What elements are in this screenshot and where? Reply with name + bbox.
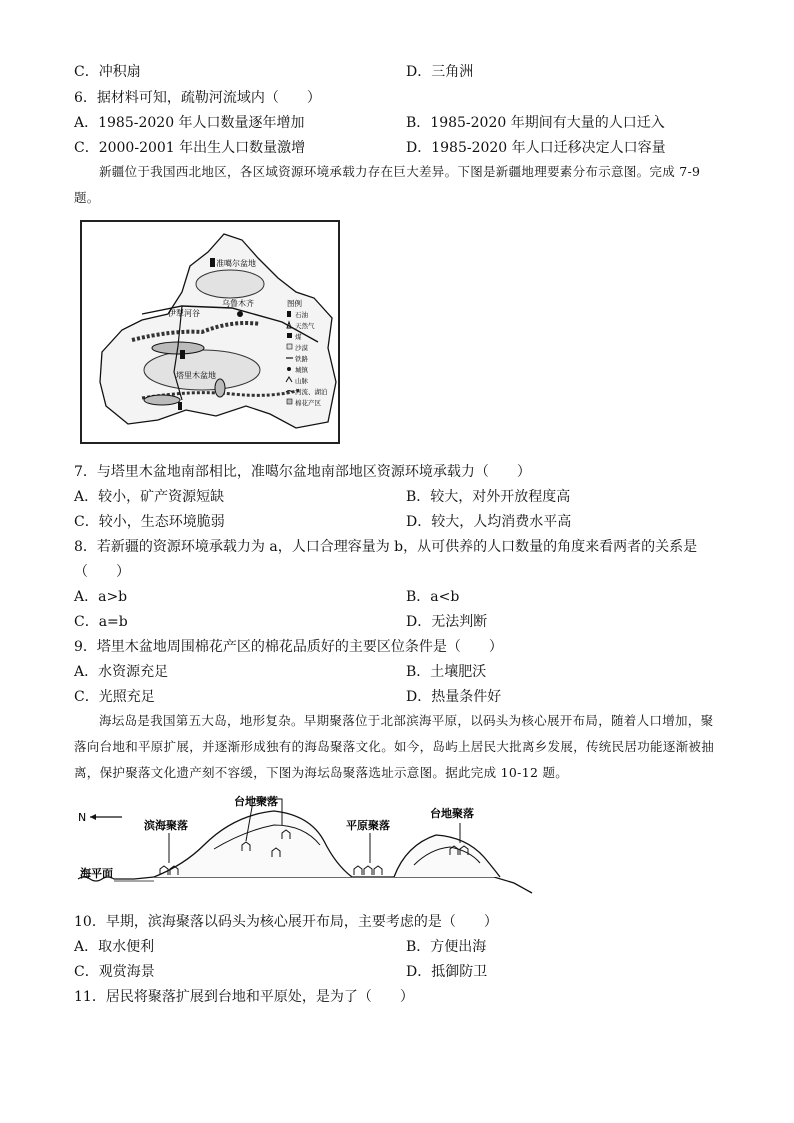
q7-option-b: B．较大，对外开放程度高 (406, 489, 571, 505)
xinjiang-map (80, 220, 340, 444)
q6-option-d: D．1985-2020 年人口迁移决定人口容量 (406, 140, 666, 156)
q7-stem: 7．与塔里木盆地南部相比，准噶尔盆地南部地区资源环境承载力（ ） (74, 464, 531, 480)
xinjiang-map-drawing (82, 222, 338, 442)
plain-houses-icon (354, 866, 382, 875)
city-urumqi-icon (237, 311, 243, 317)
svg-text:棉花产区: 棉花产区 (295, 399, 321, 407)
sea-level-label: 海平面 (80, 867, 113, 880)
q8-stem: 8．若新疆的资源环境承载力为 a，人口合理容量为 b，从可供养的人口数量的角度来看两者的关系是 (74, 539, 698, 555)
gas-icon (178, 402, 182, 410)
label-junggar: 准噶尔盆地 (216, 259, 256, 268)
ground-line (78, 877, 532, 893)
q6-option-a: A．1985-2020 年人口数量逐年增加 (74, 115, 305, 131)
label-yili: 伊犁河谷 (168, 309, 200, 318)
north-arrowhead (90, 814, 96, 820)
svg-text:煤: 煤 (295, 333, 302, 341)
q8-option-c: C．a=b (74, 614, 128, 630)
q9-stem: 9．塔里木盆地周围棉花产区的棉花品质好的主要区位条件是（ ） (74, 639, 503, 655)
label-plain-settlement: 平原聚落 (346, 819, 390, 832)
label-urumqi: 乌鲁木齐 (222, 299, 254, 308)
q8-option-d: D．无法判断 (406, 614, 488, 630)
north-label: N (78, 811, 87, 824)
q7-option-a: A．较小，矿产资源短缺 (74, 489, 225, 505)
q11-stem: 11．居民将聚落扩展到台地和平原处，是为了（ ） (74, 989, 414, 1005)
hill-right (394, 835, 500, 877)
svg-text:铁路: 铁路 (295, 355, 308, 363)
cotton-area-south (144, 395, 180, 405)
settlement-diagram (74, 795, 544, 900)
oil-icon-south (180, 350, 185, 359)
intro-xinjiang: 新疆位于我国西北地区，各区域资源环境承载力存在巨大差异。下图是新疆地理要素分布示意图。完成 7-9 题。 (74, 164, 701, 205)
q7-option-d: D．较大，人均消费水平高 (406, 514, 572, 530)
gurbantunggut-desert (196, 270, 264, 298)
q10-option-c: C．观赏海景 (74, 964, 155, 980)
q6-option-b: B．1985-2020 年期间有大量的人口迁入 (406, 115, 665, 131)
q8-option-a: A．a>b (74, 589, 128, 605)
q10-option-a: A．取水便利 (74, 939, 155, 955)
q5-option-d: D．三角洲 (406, 64, 474, 80)
label-coastal-settlement: 滨海聚落 (144, 819, 188, 832)
q9-option-a: A．水资源充足 (74, 664, 169, 680)
q8-option-b: B．a<b (406, 589, 460, 605)
settlement-diagram-drawing (74, 795, 544, 900)
legend-title: 图例 (287, 299, 302, 308)
cotton-area-lake (215, 379, 225, 397)
svg-text:城镇: 城镇 (295, 366, 308, 374)
q9-option-c: C．光照充足 (74, 689, 155, 705)
label-terrace-settlement-1: 台地聚落 (234, 795, 278, 808)
q6-stem: 6．据材料可知，疏勒河流域内（ ） (74, 90, 321, 106)
q8-paren: （ ） (74, 564, 130, 580)
q10-option-b: B．方便出海 (406, 939, 487, 955)
svg-text:山脉: 山脉 (295, 377, 308, 385)
q9-option-b: B．土壤肥沃 (406, 664, 487, 680)
label-terrace-settlement-2: 台地聚落 (430, 807, 474, 820)
q10-stem: 10．早期，滨海聚落以码头为核心展开布局，主要考虑的是（ ） (74, 914, 498, 930)
q7-option-c: C．较小，生态环境脆弱 (74, 514, 225, 530)
q9-option-d: D．热量条件好 (406, 689, 502, 705)
taklimakan-desert (144, 350, 260, 390)
oil-icon (210, 258, 215, 267)
svg-text:河流、湖泊: 河流、湖泊 (295, 388, 328, 396)
svg-text:石油: 石油 (295, 311, 308, 319)
q10-option-d: D．抵御防卫 (406, 964, 488, 980)
intro-haitan: 海坛岛是我国第五大岛，地形复杂。早期聚落位于北部滨海平原，以码头为核心展开布局，随着人口增加，聚落向台地和平原扩展，并逐渐形成独有的海岛聚落文化。如今，岛屿上居民大批离乡发展，传统民居功能逐渐被抽离，保护聚落文化遗产刻不容缓，下图为海坛岛聚落选址示意图。据此完成 10-12 题。 (74, 713, 715, 780)
svg-text:天然气: 天然气 (295, 322, 315, 330)
q6-option-c: C．2000-2001 年出生人口数量激增 (74, 140, 306, 156)
q5-option-c: C．冲积扇 (74, 64, 141, 80)
label-tarim: 塔里木盆地 (176, 371, 216, 380)
svg-text:沙漠: 沙漠 (295, 344, 308, 352)
